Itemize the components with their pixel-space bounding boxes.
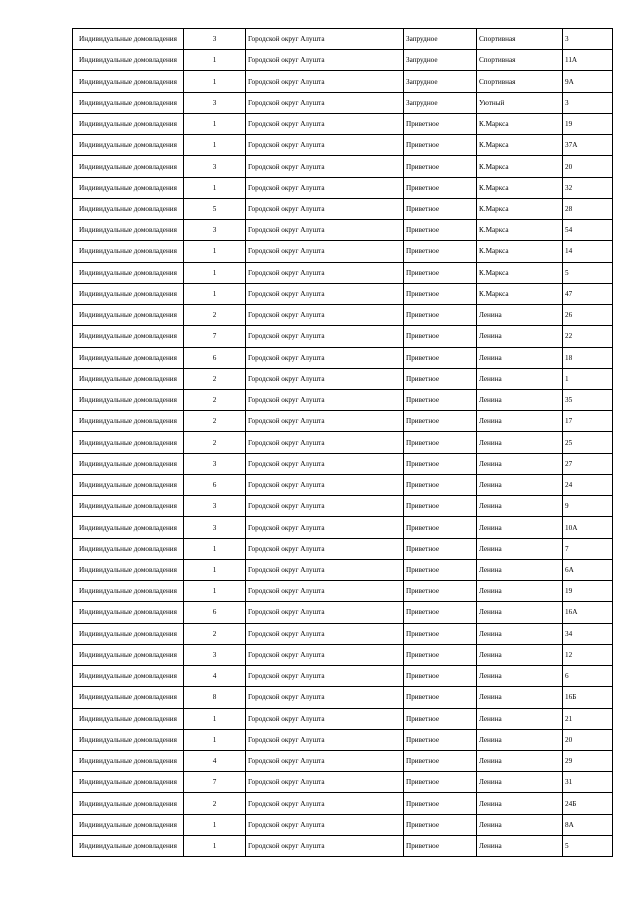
cell-district: Городской округ Алушта bbox=[246, 156, 404, 177]
cell-settlement: Приветное bbox=[404, 326, 477, 347]
document-page bbox=[72, 28, 612, 857]
cell-settlement: Приветное bbox=[404, 666, 477, 687]
cell-street: К.Маркса bbox=[477, 283, 563, 304]
cell-street: Ленина bbox=[477, 602, 563, 623]
table-row bbox=[73, 262, 613, 283]
cell-settlement: Приветное bbox=[404, 305, 477, 326]
cell-building-type: Индивидуальные домовладения bbox=[73, 793, 184, 814]
cell-count: 8 bbox=[184, 687, 246, 708]
cell-count: 4 bbox=[184, 666, 246, 687]
table-row bbox=[73, 50, 613, 71]
cell-district: Городской округ Алушта bbox=[246, 220, 404, 241]
table-row bbox=[73, 835, 613, 856]
cell-building-type: Индивидуальные домовладения bbox=[73, 305, 184, 326]
cell-district: Городской округ Алушта bbox=[246, 135, 404, 156]
table-row bbox=[73, 750, 613, 771]
cell-house-number: 24Б bbox=[563, 793, 613, 814]
cell-house-number: 5 bbox=[563, 835, 613, 856]
cell-house-number: 19 bbox=[563, 113, 613, 134]
cell-house-number: 8А bbox=[563, 814, 613, 835]
cell-house-number: 47 bbox=[563, 283, 613, 304]
cell-count: 2 bbox=[184, 389, 246, 410]
cell-house-number: 9А bbox=[563, 71, 613, 92]
cell-count: 5 bbox=[184, 198, 246, 219]
cell-count: 3 bbox=[184, 496, 246, 517]
cell-settlement: Приветное bbox=[404, 347, 477, 368]
cell-house-number: 32 bbox=[563, 177, 613, 198]
table-row bbox=[73, 687, 613, 708]
cell-street: Ленина bbox=[477, 581, 563, 602]
cell-count: 1 bbox=[184, 262, 246, 283]
cell-district: Городской округ Алушта bbox=[246, 113, 404, 134]
cell-street: Ленина bbox=[477, 389, 563, 410]
cell-count: 2 bbox=[184, 411, 246, 432]
cell-district: Городской округ Алушта bbox=[246, 538, 404, 559]
cell-district: Городской округ Алушта bbox=[246, 687, 404, 708]
cell-settlement: Приветное bbox=[404, 262, 477, 283]
cell-building-type: Индивидуальные домовладения bbox=[73, 474, 184, 495]
cell-count: 2 bbox=[184, 368, 246, 389]
cell-house-number: 3 bbox=[563, 92, 613, 113]
cell-street: К.Маркса bbox=[477, 198, 563, 219]
cell-district: Городской округ Алушта bbox=[246, 241, 404, 262]
cell-house-number: 6 bbox=[563, 666, 613, 687]
cell-street: Ленина bbox=[477, 750, 563, 771]
cell-house-number: 16Б bbox=[563, 687, 613, 708]
cell-building-type: Индивидуальные домовладения bbox=[73, 687, 184, 708]
cell-house-number: 5 bbox=[563, 262, 613, 283]
cell-street: К.Маркса bbox=[477, 156, 563, 177]
cell-building-type: Индивидуальные домовладения bbox=[73, 432, 184, 453]
table-row bbox=[73, 559, 613, 580]
cell-settlement: Приветное bbox=[404, 687, 477, 708]
cell-district: Городской округ Алушта bbox=[246, 453, 404, 474]
cell-settlement: Приветное bbox=[404, 177, 477, 198]
cell-district: Городской округ Алушта bbox=[246, 602, 404, 623]
table-row bbox=[73, 156, 613, 177]
cell-building-type: Индивидуальные домовладения bbox=[73, 92, 184, 113]
cell-count: 1 bbox=[184, 177, 246, 198]
cell-count: 6 bbox=[184, 474, 246, 495]
table-row bbox=[73, 623, 613, 644]
cell-settlement: Приветное bbox=[404, 814, 477, 835]
cell-settlement: Приветное bbox=[404, 708, 477, 729]
cell-count: 2 bbox=[184, 623, 246, 644]
table-row bbox=[73, 729, 613, 750]
cell-count: 3 bbox=[184, 220, 246, 241]
table-row bbox=[73, 666, 613, 687]
table-row bbox=[73, 71, 613, 92]
cell-house-number: 28 bbox=[563, 198, 613, 219]
table-row bbox=[73, 453, 613, 474]
cell-building-type: Индивидуальные домовладения bbox=[73, 389, 184, 410]
cell-settlement: Приветное bbox=[404, 453, 477, 474]
cell-house-number: 19 bbox=[563, 581, 613, 602]
cell-district: Городской округ Алушта bbox=[246, 623, 404, 644]
cell-district: Городской округ Алушта bbox=[246, 71, 404, 92]
cell-street: К.Маркса bbox=[477, 220, 563, 241]
cell-district: Городской округ Алушта bbox=[246, 305, 404, 326]
cell-building-type: Индивидуальные домовладения bbox=[73, 708, 184, 729]
table-row bbox=[73, 496, 613, 517]
cell-street: Ленина bbox=[477, 347, 563, 368]
cell-street: Ленина bbox=[477, 793, 563, 814]
cell-street: Ленина bbox=[477, 368, 563, 389]
cell-district: Городской округ Алушта bbox=[246, 666, 404, 687]
table-row bbox=[73, 814, 613, 835]
table-row bbox=[73, 793, 613, 814]
cell-house-number: 22 bbox=[563, 326, 613, 347]
cell-count: 1 bbox=[184, 835, 246, 856]
cell-district: Городской округ Алушта bbox=[246, 517, 404, 538]
cell-settlement: Приветное bbox=[404, 559, 477, 580]
cell-count: 1 bbox=[184, 814, 246, 835]
cell-settlement: Запрудное bbox=[404, 92, 477, 113]
cell-district: Городской округ Алушта bbox=[246, 198, 404, 219]
cell-count: 1 bbox=[184, 581, 246, 602]
cell-house-number: 37А bbox=[563, 135, 613, 156]
cell-district: Городской округ Алушта bbox=[246, 177, 404, 198]
cell-street: Ленина bbox=[477, 708, 563, 729]
cell-building-type: Индивидуальные домовладения bbox=[73, 602, 184, 623]
cell-building-type: Индивидуальные домовладения bbox=[73, 50, 184, 71]
cell-building-type: Индивидуальные домовладения bbox=[73, 729, 184, 750]
cell-building-type: Индивидуальные домовладения bbox=[73, 156, 184, 177]
cell-street: Ленина bbox=[477, 496, 563, 517]
cell-house-number: 12 bbox=[563, 644, 613, 665]
table-row bbox=[73, 326, 613, 347]
cell-street: Ленина bbox=[477, 644, 563, 665]
cell-building-type: Индивидуальные домовладения bbox=[73, 368, 184, 389]
cell-building-type: Индивидуальные домовладения bbox=[73, 241, 184, 262]
cell-house-number: 21 bbox=[563, 708, 613, 729]
cell-house-number: 11А bbox=[563, 50, 613, 71]
cell-house-number: 10А bbox=[563, 517, 613, 538]
cell-building-type: Индивидуальные домовладения bbox=[73, 772, 184, 793]
cell-district: Городской округ Алушта bbox=[246, 368, 404, 389]
table-row bbox=[73, 411, 613, 432]
cell-settlement: Приветное bbox=[404, 581, 477, 602]
cell-street: Спортивная bbox=[477, 71, 563, 92]
cell-district: Городской округ Алушта bbox=[246, 750, 404, 771]
cell-street: Ленина bbox=[477, 623, 563, 644]
cell-house-number: 24 bbox=[563, 474, 613, 495]
cell-building-type: Индивидуальные домовладения bbox=[73, 835, 184, 856]
cell-house-number: 20 bbox=[563, 729, 613, 750]
table-row bbox=[73, 474, 613, 495]
cell-count: 4 bbox=[184, 750, 246, 771]
cell-count: 1 bbox=[184, 538, 246, 559]
cell-house-number: 16А bbox=[563, 602, 613, 623]
cell-settlement: Приветное bbox=[404, 517, 477, 538]
cell-building-type: Индивидуальные домовладения bbox=[73, 29, 184, 50]
table-row bbox=[73, 135, 613, 156]
cell-building-type: Индивидуальные домовладения bbox=[73, 814, 184, 835]
cell-count: 3 bbox=[184, 92, 246, 113]
cell-district: Городской округ Алушта bbox=[246, 814, 404, 835]
cell-building-type: Индивидуальные домовладения bbox=[73, 177, 184, 198]
cell-settlement: Приветное bbox=[404, 750, 477, 771]
cell-district: Городской округ Алушта bbox=[246, 772, 404, 793]
cell-building-type: Индивидуальные домовладения bbox=[73, 559, 184, 580]
table-row bbox=[73, 538, 613, 559]
table-row bbox=[73, 581, 613, 602]
cell-building-type: Индивидуальные домовладения bbox=[73, 347, 184, 368]
table-row bbox=[73, 241, 613, 262]
cell-street: Ленина bbox=[477, 729, 563, 750]
cell-house-number: 6А bbox=[563, 559, 613, 580]
table-row bbox=[73, 92, 613, 113]
cell-district: Городской округ Алушта bbox=[246, 729, 404, 750]
cell-building-type: Индивидуальные домовладения bbox=[73, 135, 184, 156]
cell-settlement: Запрудное bbox=[404, 50, 477, 71]
cell-settlement: Приветное bbox=[404, 198, 477, 219]
cell-street: Ленина bbox=[477, 305, 563, 326]
cell-street: Ленина bbox=[477, 453, 563, 474]
cell-count: 7 bbox=[184, 772, 246, 793]
cell-district: Городской округ Алушта bbox=[246, 50, 404, 71]
cell-district: Городской округ Алушта bbox=[246, 474, 404, 495]
cell-count: 3 bbox=[184, 644, 246, 665]
cell-street: Ленина bbox=[477, 687, 563, 708]
cell-settlement: Приветное bbox=[404, 283, 477, 304]
cell-district: Городской округ Алушта bbox=[246, 496, 404, 517]
cell-street: Ленина bbox=[477, 411, 563, 432]
cell-count: 3 bbox=[184, 517, 246, 538]
cell-count: 1 bbox=[184, 241, 246, 262]
cell-count: 3 bbox=[184, 29, 246, 50]
cell-building-type: Индивидуальные домовладения bbox=[73, 581, 184, 602]
cell-building-type: Индивидуальные домовладения bbox=[73, 496, 184, 517]
cell-house-number: 31 bbox=[563, 772, 613, 793]
table-row bbox=[73, 347, 613, 368]
cell-house-number: 17 bbox=[563, 411, 613, 432]
cell-count: 1 bbox=[184, 113, 246, 134]
cell-building-type: Индивидуальные домовладения bbox=[73, 750, 184, 771]
cell-building-type: Индивидуальные домовладения bbox=[73, 517, 184, 538]
cell-settlement: Приветное bbox=[404, 644, 477, 665]
cell-street: Спортивная bbox=[477, 50, 563, 71]
table-row bbox=[73, 644, 613, 665]
cell-count: 6 bbox=[184, 347, 246, 368]
cell-count: 1 bbox=[184, 283, 246, 304]
cell-district: Городской округ Алушта bbox=[246, 326, 404, 347]
table-row bbox=[73, 220, 613, 241]
table-row bbox=[73, 517, 613, 538]
table-row bbox=[73, 198, 613, 219]
cell-building-type: Индивидуальные домовладения bbox=[73, 453, 184, 474]
cell-street: Ленина bbox=[477, 326, 563, 347]
cell-settlement: Приветное bbox=[404, 474, 477, 495]
cell-count: 2 bbox=[184, 432, 246, 453]
cell-building-type: Индивидуальные домовладения bbox=[73, 220, 184, 241]
table-row bbox=[73, 708, 613, 729]
cell-street: Ленина bbox=[477, 772, 563, 793]
cell-building-type: Индивидуальные домовладения bbox=[73, 113, 184, 134]
cell-settlement: Приветное bbox=[404, 241, 477, 262]
cell-settlement: Запрудное bbox=[404, 71, 477, 92]
cell-count: 1 bbox=[184, 729, 246, 750]
cell-district: Городской округ Алушта bbox=[246, 411, 404, 432]
cell-settlement: Приветное bbox=[404, 602, 477, 623]
cell-settlement: Приветное bbox=[404, 156, 477, 177]
table-row bbox=[73, 432, 613, 453]
cell-house-number: 20 bbox=[563, 156, 613, 177]
cell-count: 1 bbox=[184, 708, 246, 729]
cell-street: К.Маркса bbox=[477, 113, 563, 134]
cell-house-number: 1 bbox=[563, 368, 613, 389]
cell-district: Городской округ Алушта bbox=[246, 581, 404, 602]
cell-count: 1 bbox=[184, 559, 246, 580]
cell-settlement: Приветное bbox=[404, 623, 477, 644]
cell-street: Ленина bbox=[477, 517, 563, 538]
cell-building-type: Индивидуальные домовладения bbox=[73, 666, 184, 687]
cell-building-type: Индивидуальные домовладения bbox=[73, 326, 184, 347]
cell-house-number: 25 bbox=[563, 432, 613, 453]
cell-street: К.Маркса bbox=[477, 262, 563, 283]
cell-settlement: Приветное bbox=[404, 368, 477, 389]
cell-house-number: 26 bbox=[563, 305, 613, 326]
cell-district: Городской округ Алушта bbox=[246, 793, 404, 814]
cell-house-number: 3 bbox=[563, 29, 613, 50]
cell-building-type: Индивидуальные домовладения bbox=[73, 623, 184, 644]
cell-settlement: Приветное bbox=[404, 772, 477, 793]
cell-street: Ленина bbox=[477, 666, 563, 687]
cell-building-type: Индивидуальные домовладения bbox=[73, 198, 184, 219]
cell-building-type: Индивидуальные домовладения bbox=[73, 71, 184, 92]
cell-settlement: Приветное bbox=[404, 793, 477, 814]
cell-count: 7 bbox=[184, 326, 246, 347]
cell-district: Городской округ Алушта bbox=[246, 283, 404, 304]
cell-house-number: 29 bbox=[563, 750, 613, 771]
table-row bbox=[73, 113, 613, 134]
cell-house-number: 7 bbox=[563, 538, 613, 559]
cell-district: Городской округ Алушта bbox=[246, 559, 404, 580]
cell-building-type: Индивидуальные домовладения bbox=[73, 411, 184, 432]
cell-settlement: Приветное bbox=[404, 835, 477, 856]
cell-count: 1 bbox=[184, 135, 246, 156]
cell-district: Городской округ Алушта bbox=[246, 262, 404, 283]
cell-settlement: Приветное bbox=[404, 389, 477, 410]
cell-settlement: Приветное bbox=[404, 496, 477, 517]
cell-street: К.Маркса bbox=[477, 135, 563, 156]
cell-building-type: Индивидуальные домовладения bbox=[73, 283, 184, 304]
cell-house-number: 34 bbox=[563, 623, 613, 644]
table-row bbox=[73, 283, 613, 304]
table-row bbox=[73, 177, 613, 198]
cell-street: Спортивная bbox=[477, 29, 563, 50]
cell-settlement: Приветное bbox=[404, 411, 477, 432]
table-row bbox=[73, 29, 613, 50]
cell-house-number: 54 bbox=[563, 220, 613, 241]
cell-count: 1 bbox=[184, 50, 246, 71]
cell-settlement: Запрудное bbox=[404, 29, 477, 50]
cell-count: 2 bbox=[184, 305, 246, 326]
cell-district: Городской округ Алушта bbox=[246, 92, 404, 113]
cell-district: Городской округ Алушта bbox=[246, 644, 404, 665]
table-row bbox=[73, 389, 613, 410]
cell-district: Городской округ Алушта bbox=[246, 389, 404, 410]
cell-street: Ленина bbox=[477, 432, 563, 453]
cell-house-number: 27 bbox=[563, 453, 613, 474]
cell-count: 2 bbox=[184, 793, 246, 814]
cell-count: 1 bbox=[184, 71, 246, 92]
cell-house-number: 18 bbox=[563, 347, 613, 368]
cell-district: Городской округ Алушта bbox=[246, 29, 404, 50]
housing-table bbox=[72, 28, 613, 857]
cell-settlement: Приветное bbox=[404, 135, 477, 156]
cell-settlement: Приветное bbox=[404, 113, 477, 134]
cell-district: Городской округ Алушта bbox=[246, 708, 404, 729]
cell-district: Городской округ Алушта bbox=[246, 432, 404, 453]
cell-street: Уютный bbox=[477, 92, 563, 113]
table-row bbox=[73, 368, 613, 389]
cell-building-type: Индивидуальные домовладения bbox=[73, 262, 184, 283]
cell-building-type: Индивидуальные домовладения bbox=[73, 538, 184, 559]
cell-count: 3 bbox=[184, 156, 246, 177]
cell-district: Городской округ Алушта bbox=[246, 347, 404, 368]
cell-house-number: 14 bbox=[563, 241, 613, 262]
table-row bbox=[73, 305, 613, 326]
cell-street: Ленина bbox=[477, 474, 563, 495]
table-row bbox=[73, 602, 613, 623]
cell-street: Ленина bbox=[477, 559, 563, 580]
cell-street: Ленина bbox=[477, 814, 563, 835]
table-body bbox=[73, 29, 613, 857]
cell-building-type: Индивидуальные домовладения bbox=[73, 644, 184, 665]
cell-house-number: 35 bbox=[563, 389, 613, 410]
cell-count: 6 bbox=[184, 602, 246, 623]
cell-settlement: Приветное bbox=[404, 538, 477, 559]
cell-district: Городской округ Алушта bbox=[246, 835, 404, 856]
cell-street: К.Маркса bbox=[477, 177, 563, 198]
cell-street: Ленина bbox=[477, 538, 563, 559]
cell-settlement: Приветное bbox=[404, 729, 477, 750]
cell-settlement: Приветное bbox=[404, 220, 477, 241]
cell-count: 3 bbox=[184, 453, 246, 474]
cell-house-number: 9 bbox=[563, 496, 613, 517]
table-row bbox=[73, 772, 613, 793]
cell-street: К.Маркса bbox=[477, 241, 563, 262]
cell-settlement: Приветное bbox=[404, 432, 477, 453]
cell-street: Ленина bbox=[477, 835, 563, 856]
